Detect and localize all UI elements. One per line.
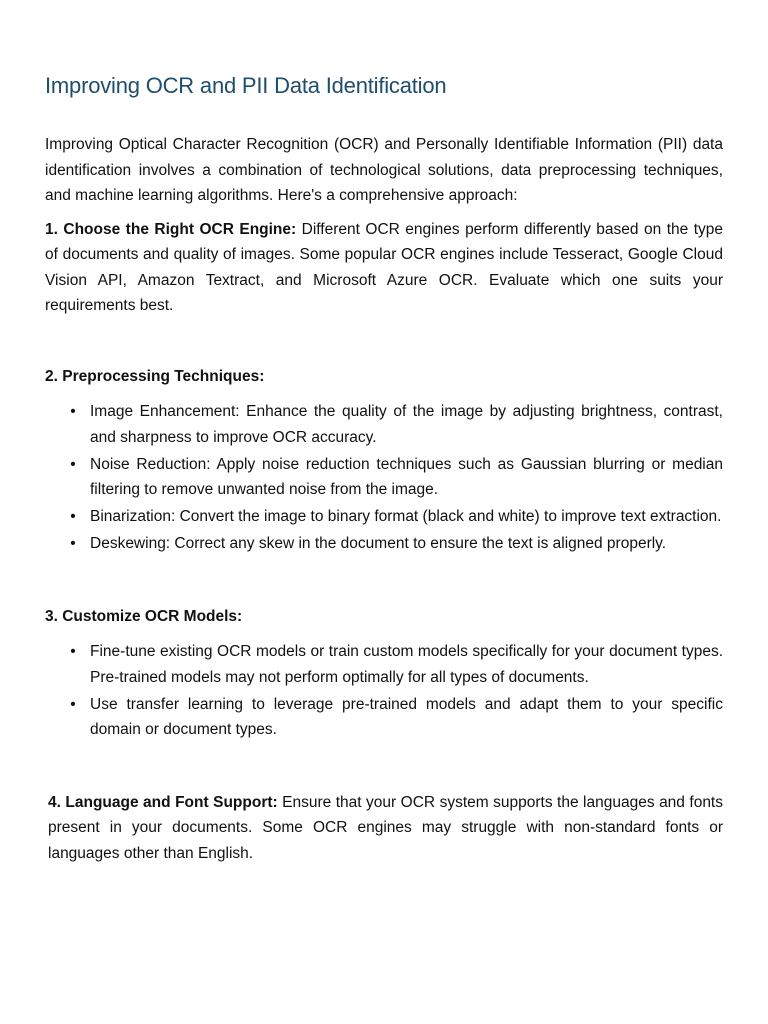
- section-1-paragraph: [45, 217, 723, 319]
- section-4-heading: 4. Language and Font Support:: [48, 793, 278, 811]
- list-item: • Fine-tune existing OCR models or train custom models specifically for your document types. Pre-trained models may not perform optimally for all types of documents.: [90, 639, 723, 690]
- bullet-icon: •: [70, 695, 76, 713]
- section-3-list: [45, 639, 723, 743]
- list-item: • Deskewing: Correct any skew in the document to ensure the text is aligned properly.: [90, 531, 723, 557]
- bullet-icon: •: [70, 403, 76, 420]
- list-item: • Image Enhancement: Enhance the quality of the image by adjusting brightness, contrast, and sharpness to improve OCR accuracy.: [90, 399, 723, 450]
- section-3-heading: 3. Customize OCR Models:: [45, 607, 243, 625]
- list-item: • Noise Reduction: Apply noise reduction techniques such as Gaussian blurring or median filtering to remove unwanted noise from the image.: [90, 452, 723, 503]
- section-4-body: Ensure that your OCR system supports the languages and fonts present in your documents. Some OCR engines may struggle with non-standard fonts or languages other than English.: [48, 793, 723, 862]
- intro-paragraph: Improving Optical Character Recognition (OCR) and Personally Identifiable Information (PII) data identification involves a combination of technological solutions, data preprocessing techniques, and machine learning algorithms. Here's a comprehensive approach:: [45, 136, 723, 204]
- section-1-body: Different OCR engines perform differently based on the type of documents and quality of images. Some popular OCR engines include Tesseract, Google Cloud Vision API, Amazon Textract, and Microsoft Azure OCR. Evaluate which one suits your requirements best.: [45, 220, 723, 314]
- document-page: [45, 70, 723, 866]
- section-4-paragraph: [45, 790, 723, 867]
- bullet-icon: •: [70, 508, 76, 525]
- section-2-list: [45, 399, 723, 557]
- section-2-heading: 2. Preprocessing Techniques:: [45, 367, 265, 385]
- bullet-icon: •: [70, 455, 76, 473]
- list-item: • Binarization: Convert the image to binary format (black and white) to improve text extraction.: [90, 504, 723, 530]
- bullet-icon: •: [70, 643, 76, 660]
- page-title: Improving OCR and PII Data Identification: [45, 73, 447, 98]
- bullet-icon: •: [70, 535, 76, 552]
- list-item: • Use transfer learning to leverage pre-trained models and adapt them to your specific domain or document types.: [90, 692, 723, 743]
- section-1-heading: 1. Choose the Right OCR Engine:: [45, 220, 297, 238]
